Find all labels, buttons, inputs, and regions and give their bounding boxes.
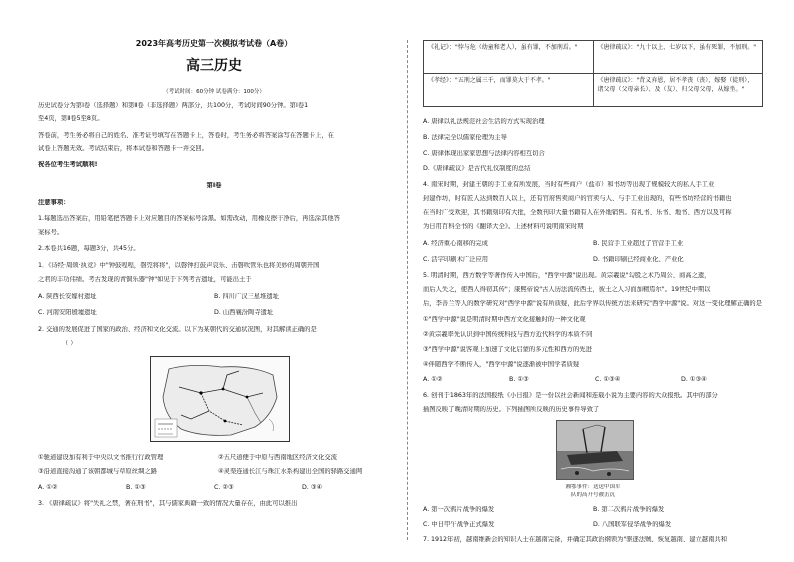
table-row — [424, 74, 763, 107]
q3-option-d[interactable]: D.《唐律疏议》是古代礼仪制度的总结 — [423, 165, 531, 172]
q7-stem-line: 7. 1912年初，越南维新会的知识人士在越南完备，并确定其政治纲领为"驱逐法贼、恢复越南、建立越南共和 — [423, 536, 727, 543]
q4-option-c[interactable]: C. 活字印刷术广泛应用 — [423, 256, 489, 263]
q4-stem-line: 封建作坊，时有匠人达到数百人以上，还有官府售卖商户的官卖与人、与手工业出现的，有些书坊经营的书籍也 — [423, 195, 732, 202]
q1-option-b[interactable]: B. 四川广汉三星堆遗址 — [214, 293, 279, 300]
exam-title: 2023年高考历史第一次模拟考试卷（A卷） — [135, 39, 293, 48]
q1-stem-line: 1．《诗经·周颂·执竞》中"钟鼓喤喤，磬筦将将"，以磬钟打鼓声哀乐、击磬吹管乐也将美妙的周朝开国 — [38, 262, 320, 269]
q3-option-b[interactable]: B. 法律完全以儒家伦理为主导 — [423, 134, 507, 141]
table-cell: 《孝经》："五刑之属三千，而罪莫大于不孝。" — [424, 74, 594, 107]
q2-stem-line: （ ） — [62, 340, 77, 347]
photo-caption-line: 队的高升号被击沉 — [570, 492, 615, 498]
q1-stem-line: 之君的丰功伟绩。考古发现的青铜乐器"钟"如见于下列考古遗址，可能出土于 — [38, 276, 252, 283]
q2-answer-b[interactable]: B. ①③ — [126, 484, 146, 491]
q5-stem-line: 5. 明清时期，西方数学等著作传入中国后，"西学中源"说出现。黄宗羲说"勾股之术乃周公、商高之遗， — [423, 272, 711, 279]
time-info: （考试时间：60分钟 试卷满分：100分） — [163, 89, 265, 95]
q2-answer-a[interactable]: A. ①② — [38, 484, 58, 491]
q4-stem-line: 4. 南宋时期，封建王朝的手工业有所发展，当时有些商户（盐市）和书坊等出现了规模较大的私人手工业 — [423, 181, 715, 188]
notice-line: 案标号。 — [38, 229, 64, 236]
q2-stem-line: 2. 交通的发展促进了国家的政治、经济和文化交流。以下为某朝代的交通状况图，对其解读正确的是 — [38, 326, 317, 333]
q4-stem-line: 在当时广受欢迎，其书籍刻印有大批，全数刊印大量书籍有人在外地销售。有礼书、乐书、地书、西方以及可称 — [423, 209, 732, 216]
q1-option-d[interactable]: D. 山西襄汾陶寺遗址 — [214, 309, 274, 316]
transport-map — [150, 356, 290, 442]
q5-statement: ①"西学中源"说是明清时期中西方文化接触时的一种文化观 — [423, 316, 586, 323]
map-drawing — [151, 357, 289, 441]
comparison-table — [423, 40, 763, 107]
q2-statement: ③沿道直接沟通了该朝都城与草原丝绸之路 — [38, 468, 157, 475]
q5-answer-b[interactable]: B. ①③ — [509, 376, 529, 383]
q5-statement: ②黄宗羲率先认识到中国传统科技与西方近代科学的本质不同 — [423, 331, 593, 338]
notice-line: 1.每题选出答案后，用铅笔把答题卡上对应题目的答案标号涂黑。如需改动，用橡皮擦干净后，再选涂其他答 — [38, 215, 340, 222]
q5-answer-d[interactable]: D. ①③④ — [681, 376, 707, 383]
table-cell: 《礼记》："悖与危（幼童和老人），虽有罪，不加刑焉。" — [424, 41, 594, 74]
q6-option-c[interactable]: C. 中日甲午战争正式爆发 — [423, 521, 495, 528]
column-divider — [407, 40, 408, 540]
q1-option-c[interactable]: C. 河南安阳殷墟遗址 — [38, 309, 97, 316]
q5-statement: ③"西学中源"说客观上加速了文化启蒙的多元性和西方的先进 — [423, 346, 592, 353]
intro-line: 试卷上答题无效。考试结束后，将本试卷和答题卡一并交回。 — [38, 145, 209, 152]
left-column — [38, 0, 390, 562]
q6-stem-line: 插图反映了晚清时期的历史。下列插图所反映的历史事件导致了 — [423, 406, 600, 413]
q5-answer-c[interactable]: C. ①③④ — [595, 376, 621, 383]
part-title: 第Ⅰ卷 — [206, 182, 222, 189]
q3-option-a[interactable]: A. 唐律以礼法规范社会生活的方式实现治理 — [423, 118, 545, 125]
table-cell: 《唐律疏议》："九十以上、七岁以下，虽有死罪，不加刑。" — [593, 41, 763, 74]
q5-answer-a[interactable]: A. ①② — [423, 376, 443, 383]
q4-option-b[interactable]: B. 民营手工业超过了官营手工业 — [593, 240, 684, 247]
table-cell: 《唐律疏议》："背义弃恩，居不孝丧（丧）、嫁娶（徒刑），诸父母（父母亲长）、及（友）、归父母父母，从嫁坐。" — [593, 74, 763, 107]
historical-illustration — [556, 420, 634, 480]
q2-answer-c[interactable]: C. ②③ — [214, 484, 234, 491]
q6-option-a[interactable]: A. 第一次鸦片战争的爆发 — [423, 506, 495, 513]
subject-title: 高三历史 — [186, 58, 242, 74]
q2-statement: ①驰道建设加有利于中央以文书推行行政管理 — [38, 454, 164, 461]
q2-statement: ②五尺道便于中原与西南地区经济文化交流 — [218, 454, 337, 461]
q6-stem-line: 6. 创刊于1863年的法国报纸《小日报》是一份以社会新闻和连载小说为主要内容的大众报纸。其中的部分 — [423, 392, 718, 399]
q4-option-d[interactable]: D. 书籍印刷已经商业化、产业化 — [593, 256, 684, 263]
q3-option-c[interactable]: C. 唐律体现出家家思想与法律内容相互切合 — [423, 150, 545, 157]
illustration-drawing — [557, 421, 633, 479]
q4-option-a[interactable]: A. 经济重心南移的完成 — [423, 240, 488, 247]
intro-line: 至4页，第Ⅱ卷5至8页。 — [38, 115, 104, 122]
q5-stem-line: 后，李善兰等人的数学研究对"西学中源"说有所质疑，此后学界以传统方法来研究"西学中源"说。对这一变化理解正确的是 — [423, 300, 763, 307]
q5-stem-line: 而后人失之，使西人得窃其传"；康熙帝说"古人历法流传西土，彼土之人习而加精焉尔"。19世纪中期以 — [423, 286, 711, 293]
q3-stem-line: 3. 《唐律疏议》将"失礼之禁，著在刑书"，其与儒家典籍一致的情况大量存在，由此可以推出 — [38, 500, 298, 507]
intro-line: 祝各位考生考试顺利! — [38, 161, 98, 168]
notice-title: 注意事项： — [38, 199, 70, 206]
intro-line: 历史试卷分为第Ⅰ卷（选择题）和第Ⅱ卷（非选择题）两部分，共100分，考试时间90分钟。第Ⅰ卷1 — [38, 102, 309, 109]
intro-line: 答卷前，考生务必将自己的姓名、准考证号填写在答题卡上，答卷时，考生务必将答案涂写在答题卡上，在 — [38, 132, 334, 139]
q2-answer-d[interactable]: D. ③④ — [302, 484, 323, 491]
q5-statement: ④伴随西学不断传入，"西学中源"说逐渐被中国学者质疑 — [423, 361, 580, 368]
photo-caption-line: 湘鄂事件：送送中国军 — [565, 484, 621, 490]
notice-line: 2.本卷共16题，每题3分，共45分。 — [38, 245, 140, 252]
q6-option-d[interactable]: D. 八国联军侵华战争的爆发 — [593, 521, 672, 528]
q2-statement: ④灵渠连通长江与珠江水系构建出全国的驿路交通网 — [218, 468, 363, 475]
q6-option-b[interactable]: B. 第二次鸦片战争的爆发 — [593, 506, 665, 513]
q4-stem-line: 为日用百科全书的《翻译大全》。上述材料可说明南宋时期 — [423, 223, 584, 230]
q1-option-a[interactable]: A. 陕西长安嫁村遗址 — [38, 293, 97, 300]
table-row — [424, 41, 763, 74]
